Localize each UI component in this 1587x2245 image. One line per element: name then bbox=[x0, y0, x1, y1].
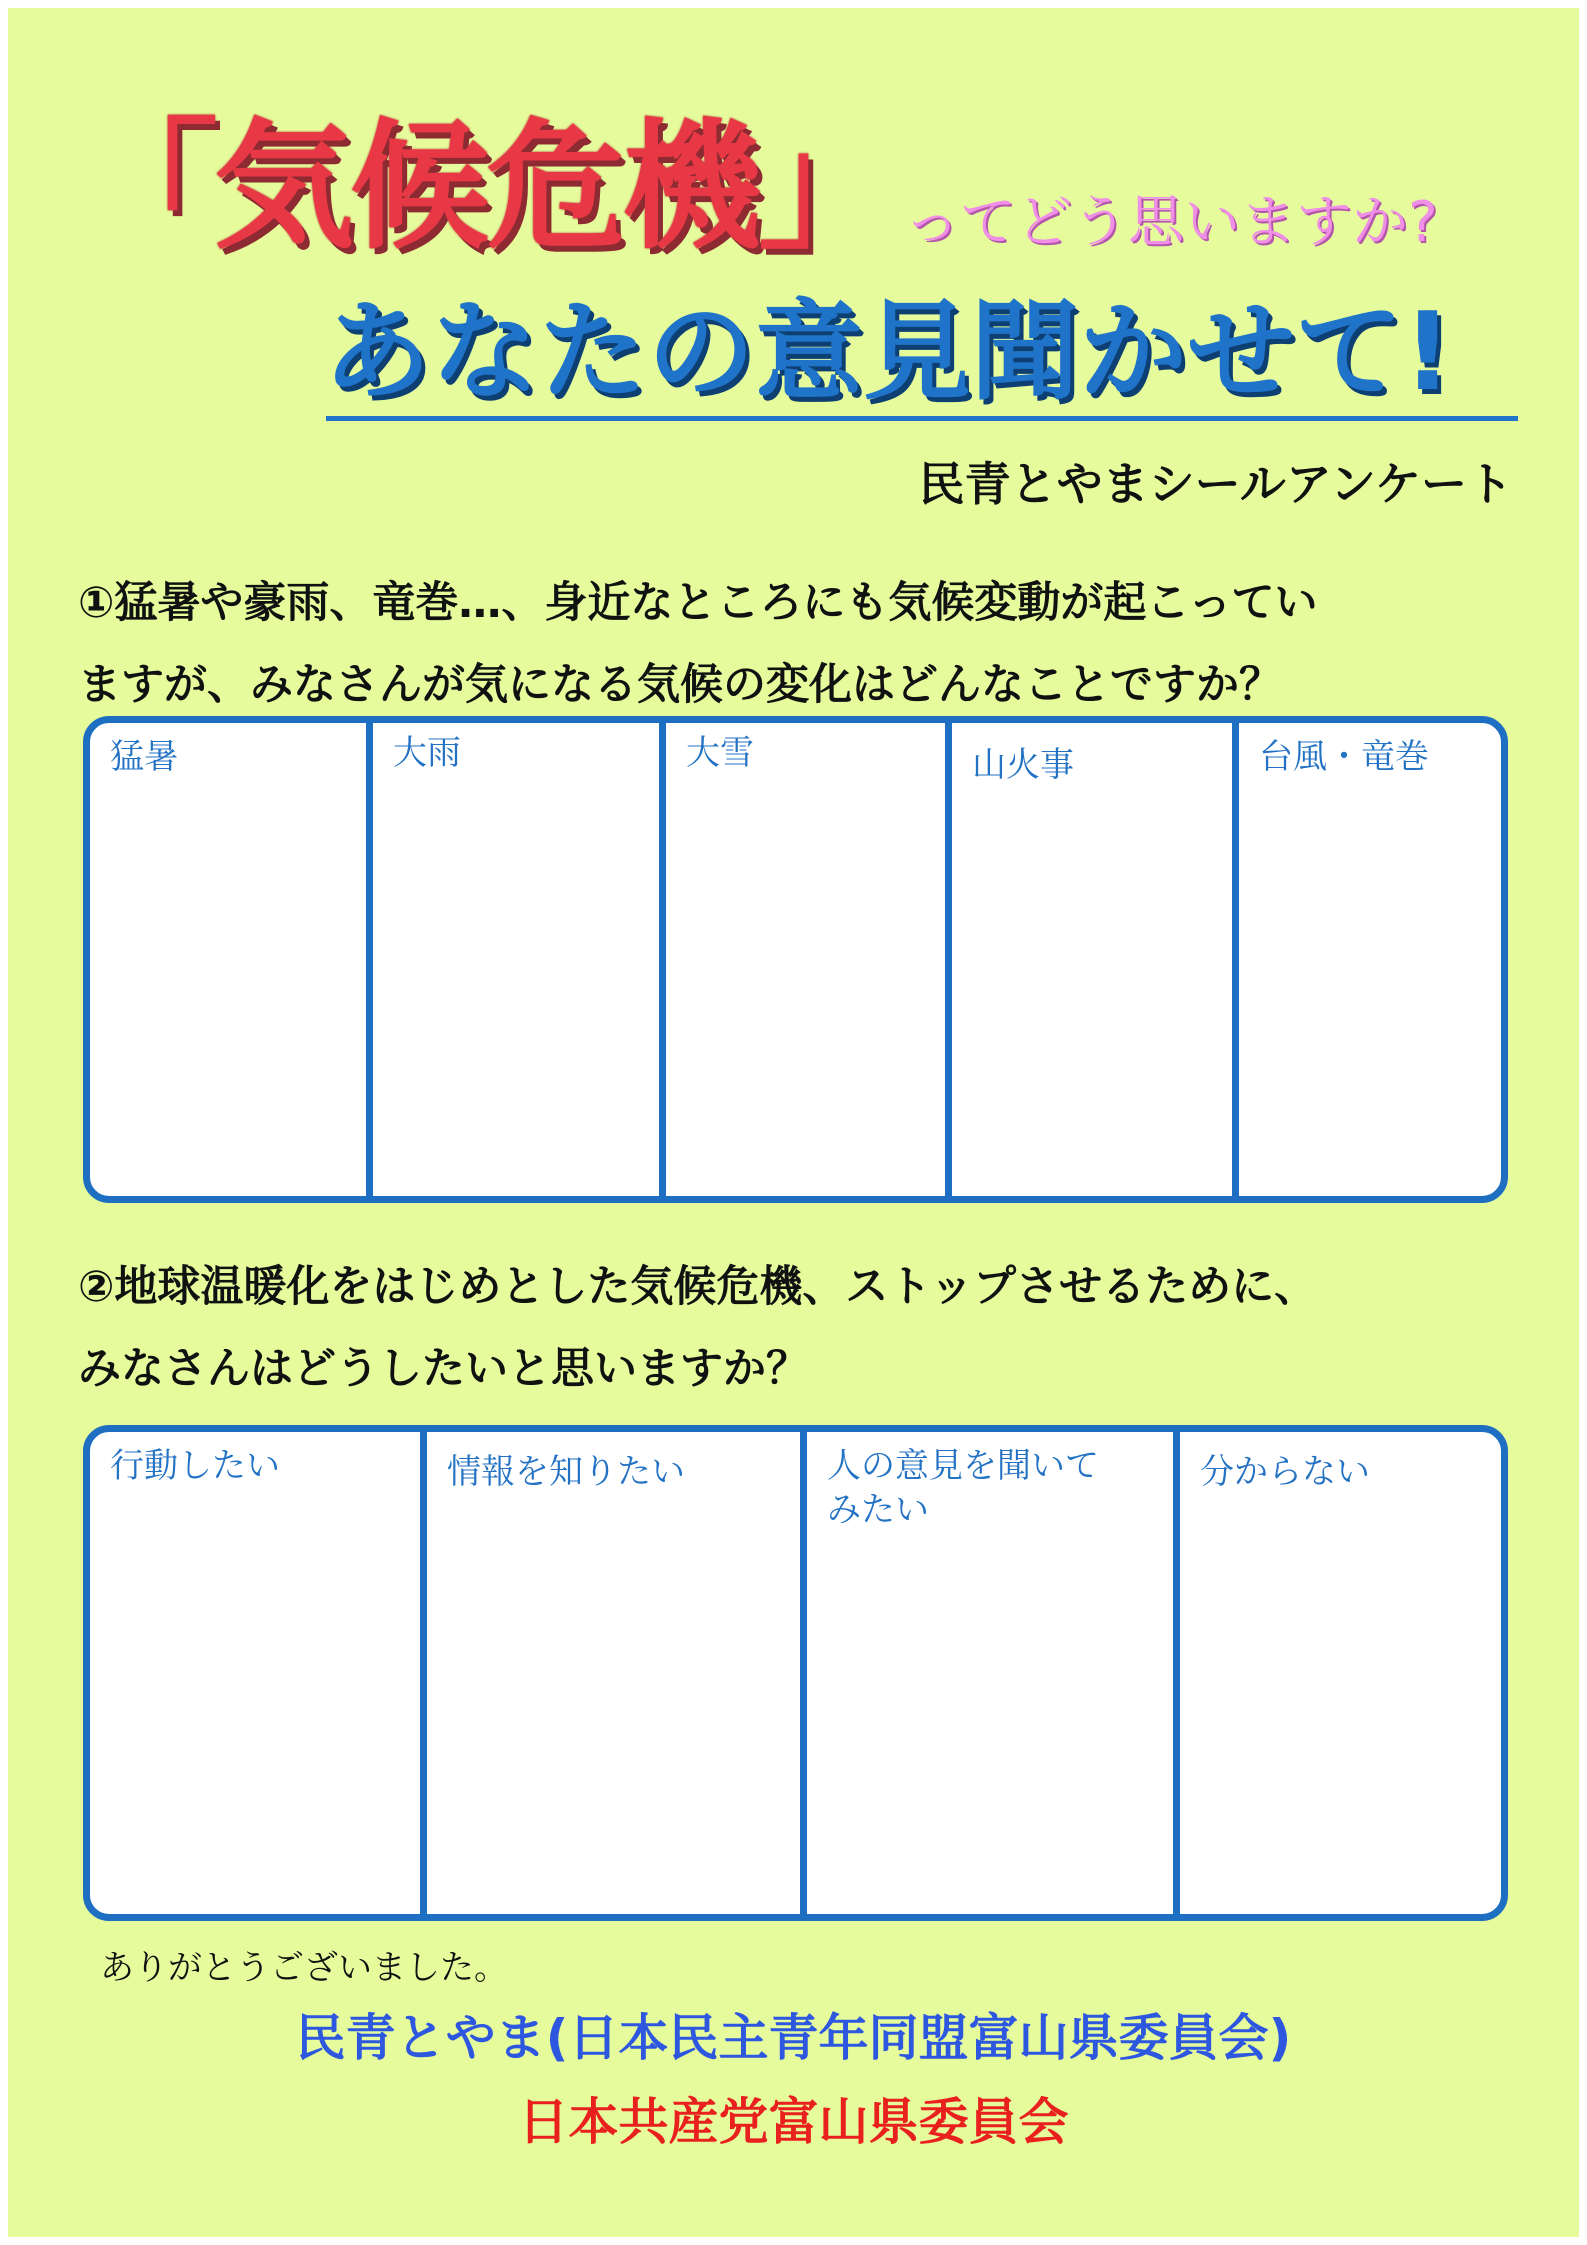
q1-option-heavy-snow[interactable] bbox=[666, 723, 952, 1196]
q2-option-label: 行動したい bbox=[110, 1446, 280, 1486]
headline-second: あなたの意見聞かせて! bbox=[323, 290, 1453, 415]
headline-main: 「気候危機」 bbox=[78, 106, 895, 269]
q2-option-label: 人の意見を聞いてみたい bbox=[827, 1446, 1099, 1530]
q2-option-label: 分からない bbox=[1200, 1452, 1370, 1492]
question-2 bbox=[78, 1246, 1528, 1410]
q1-option-label: 台風・竜巻 bbox=[1259, 737, 1429, 777]
q2-option-label: 情報を知りたい bbox=[447, 1452, 685, 1492]
q1-option-label: 山火事 bbox=[972, 745, 1074, 785]
headline-sub: ってどう思いますか? bbox=[904, 190, 1438, 255]
thanks-text: ありがとうございました。 bbox=[100, 1948, 508, 1988]
organizer-minsei-toyama: 民青とやま(日本民主青年同盟富山県委員会) bbox=[295, 2009, 1292, 2067]
headline bbox=[78, 103, 1438, 273]
question-1-line-1: ①猛暑や豪雨、竜巻…、身近なところにも気候変動が起こってい bbox=[78, 578, 1318, 628]
q1-option-label: 猛暑 bbox=[110, 737, 178, 777]
survey-subtitle: 民青とやまシールアンケート bbox=[918, 457, 1513, 511]
q2-option-dont-know[interactable] bbox=[1180, 1432, 1501, 1914]
q1-option-label: 大雪 bbox=[686, 733, 754, 773]
question-2-sticker-grid bbox=[83, 1425, 1508, 1921]
headline-underline bbox=[326, 416, 1518, 421]
survey-poster bbox=[8, 8, 1579, 2237]
q1-option-wildfire[interactable] bbox=[952, 723, 1239, 1196]
q2-option-want-info[interactable] bbox=[427, 1432, 807, 1914]
question-1 bbox=[78, 562, 1528, 726]
q1-option-heat[interactable] bbox=[90, 723, 373, 1196]
q2-option-hear-opinions[interactable] bbox=[807, 1432, 1180, 1914]
question-1-sticker-grid bbox=[83, 716, 1508, 1203]
question-1-line-2: ますが、みなさんが気になる気候の変化はどんなことですか？ bbox=[78, 660, 1282, 710]
q1-option-heavy-rain[interactable] bbox=[373, 723, 666, 1196]
organizer-jcp-toyama: 日本共産党富山県委員会 bbox=[518, 2093, 1069, 2151]
question-2-line-2: みなさんはどうしたいと思いますか？ bbox=[78, 1344, 809, 1394]
q2-option-take-action[interactable] bbox=[90, 1432, 427, 1914]
question-2-line-1: ②地球温暖化をはじめとした気候危機、ストップさせるために、 bbox=[78, 1262, 1318, 1312]
q1-option-label: 大雨 bbox=[393, 733, 461, 773]
q1-option-typhoon-tornado[interactable] bbox=[1239, 723, 1501, 1196]
